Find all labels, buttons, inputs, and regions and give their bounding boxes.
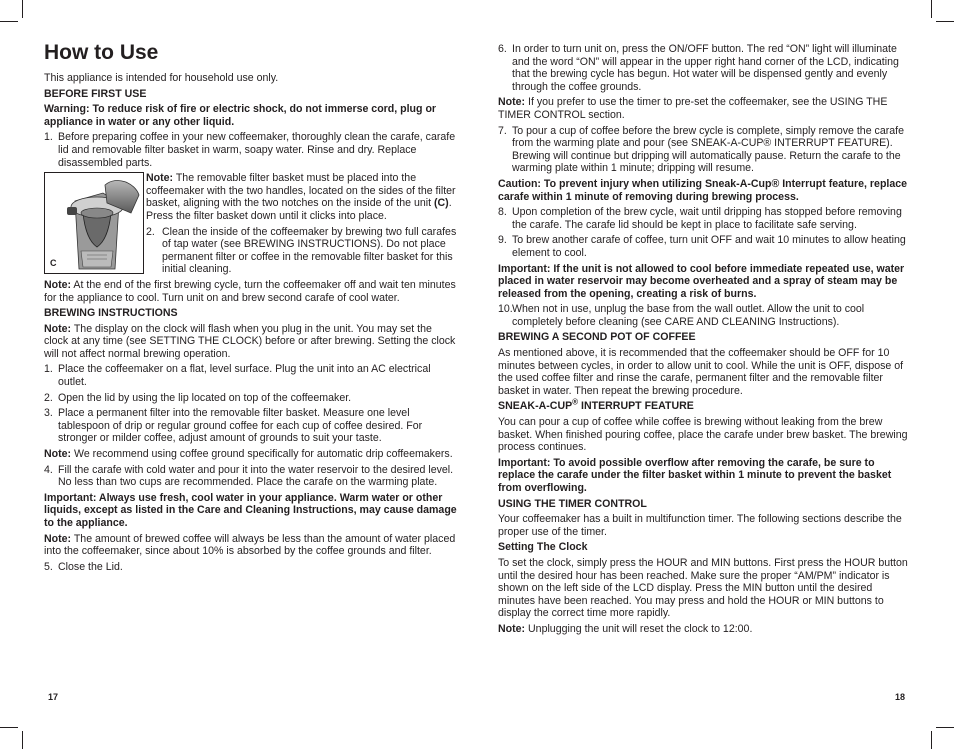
step-number: 8. <box>498 206 507 219</box>
page-number-left: 17 <box>48 692 59 702</box>
note-paragraph <box>146 172 458 222</box>
step-item <box>44 392 458 405</box>
crop-mark <box>0 727 18 728</box>
step-text: Place a permanent filter into the removable filter basket. Measure one level tablespoon of drip or regular ground coffee for each cup of coffee desired. For stronger or milder coffee, adjust amount of grounds to suit your taste. <box>58 407 423 445</box>
sneak-a-cup-text: You can pour a cup of coffee while coffee is brewing without leaking from the brew basket. When finished pouring coffee, place the carafe under brew basket. The brewing process continues. <box>498 416 908 454</box>
second-pot-heading: BREWING A SECOND POT OF COFFEE <box>498 331 696 344</box>
figure-caption: C <box>50 257 57 268</box>
step-text: In order to turn unit on, press the ON/OFF button. The red “ON” light will illuminate and the word “ON” will appear in the upper right hand corner of the LCD, indicating that the brewing cycle has begun. Hot water will be dispensed gently and evenly through the coffee grounds. <box>512 43 899 93</box>
note-paragraph <box>44 279 458 304</box>
right-page <box>498 43 912 639</box>
sneak-heading-part: INTERRUPT FEATURE <box>578 400 694 413</box>
step-number: 9. <box>498 234 507 247</box>
important-text: Important: If the unit is not allowed to cool before immediate repeated use, water placed in water reservoir may become overheated and a spray of steam may be released from the opening, creating a risk of burns. <box>498 262 905 300</box>
before-first-use-heading: BEFORE FIRST USE <box>44 87 147 100</box>
step-text: When not in use, unplug the base from the wall outlet. Allow the unit to cool completely before cleaning (see CARE AND CLEANING Instructions). <box>512 303 865 328</box>
note-paragraph <box>498 96 912 121</box>
note-paragraph <box>44 323 458 361</box>
coffeemaker-figure-icon <box>45 173 143 273</box>
note-text: At the end of the first brewing cycle, turn the coffeemaker off and wait ten minutes for the appliance to cool. Turn unit on and brew second carafe of cool water. <box>44 278 456 304</box>
crop-mark <box>0 21 18 22</box>
left-page <box>44 40 458 576</box>
step-text: Before preparing coffee in your new coffeemaker, thoroughly clean the carafe, carafe lid and removable filter basket in warm, soapy water. Rinse and dry. Replace disassembled parts. <box>58 131 456 169</box>
step-text: Fill the carafe with cold water and pour it into the water reservoir to the desired level. No less than two cups are recommended. Place the carafe on the warming plate. <box>58 463 454 489</box>
sneak-a-cup-heading <box>498 397 912 413</box>
step-number: 3. <box>44 407 53 420</box>
step-number: 1. <box>44 131 53 144</box>
step-item <box>44 131 458 169</box>
step-text: Place the coffeemaker on a flat, level surface. Plug the unit into an AC electrical outlet. <box>58 363 431 389</box>
figure-reference: (C) <box>433 197 449 210</box>
note-text: The display on the clock will flash when you plug in the unit. You may set the clock at any time (see SETTING THE CLOCK) before or after brewing. Setting the clock will not affect normal brewing operation. <box>44 322 456 360</box>
step-item <box>498 303 912 328</box>
note-paragraph <box>498 623 912 636</box>
step-item <box>498 125 912 175</box>
step-number: 7. <box>498 124 507 137</box>
note-label: Note: <box>44 448 72 461</box>
figure-side-text <box>146 172 458 276</box>
crop-mark <box>22 731 23 749</box>
note-label: Note: <box>44 322 72 335</box>
step-item <box>498 206 912 231</box>
important-text: Important: To avoid possible overflow after removing the carafe, be sure to replace the carafe under the filter basket within 1 minute to prevent the basket from overflowing. <box>498 456 892 494</box>
step-item <box>44 561 458 574</box>
note-paragraph <box>44 533 458 558</box>
figure-block <box>44 172 458 276</box>
setting-clock-text: To set the clock, simply press the HOUR and MIN buttons. First press the HOUR button until the desired hour has been reached. Make sure the proper “AM/PM” indicator is shown on the left side of the LCD display. Press the MIN button until the desired minutes have been reached. You may press and hold the HOUR or MIN buttons to display the correct time more rapidly. <box>498 556 908 620</box>
step-number: 2. <box>146 225 155 238</box>
warning-text: Warning: To reduce risk of fire or electric shock, do not immerse cord, plug or appliance in water or any other liquid. <box>44 103 437 128</box>
step-number: 4. <box>44 463 53 476</box>
note-text: The removable filter basket must be placed into the coffeemaker with the two handles, located on the sides of the filter basket, aligning with the two notches on the inside of the unit <box>146 172 456 210</box>
timer-control-heading: USING THE TIMER CONTROL <box>498 497 647 510</box>
note-label: Note: <box>44 532 72 545</box>
page-number-right: 18 <box>895 692 906 702</box>
registered-mark: ® <box>572 397 579 407</box>
crop-mark <box>931 0 932 18</box>
note-label: Note: <box>44 278 72 291</box>
caution-text: Caution: To prevent injury when utilizing Sneak-A-Cup® Interrupt feature, replace carafe within 1 minute of removing during brewing process. <box>498 177 908 203</box>
setting-clock-heading: Setting The Clock <box>498 541 588 554</box>
brewing-instructions-heading: BREWING INSTRUCTIONS <box>44 307 178 320</box>
crop-mark <box>931 731 932 749</box>
filter-basket-illustration <box>44 172 144 274</box>
sneak-heading-part: SNEAK-A-CUP <box>498 400 573 413</box>
step-item <box>44 363 458 388</box>
note-text: The amount of brewed coffee will always be less than the amount of water placed into the coffeemaker, since about 10% is absorbed by the coffee grounds and filter. <box>44 532 456 558</box>
note-text: Unplugging the unit will reset the clock to 12:00. <box>525 622 753 635</box>
step-number: 6. <box>498 43 507 55</box>
step-item <box>498 234 912 259</box>
step-item <box>44 407 458 445</box>
note-text: We recommend using coffee ground specifically for automatic drip coffeemakers. <box>71 448 453 461</box>
step-item <box>498 43 912 93</box>
step-number: 2. <box>44 391 53 404</box>
step-text: To pour a cup of coffee before the brew cycle is complete, simply remove the carafe from the warming plate and pour (see SNEAK-A-CUP® INTERRUPT FEATURE). Brewing will continue but dripping will automatically pause. Return the carafe to the warming plate within 1 minute; dripping will resume. <box>512 124 904 175</box>
step-item <box>44 464 458 489</box>
step-item <box>146 226 458 276</box>
note-text: . Press the filter basket down until it clicks into place. <box>146 197 452 222</box>
step-text: To brew another carafe of coffee, turn unit OFF and wait 10 minutes to allow heating element to cool. <box>512 234 906 259</box>
step-text: Upon completion of the brew cycle, wait until dripping has stopped before removing the carafe. The carafe lid should be kept in place to facilitate safe serving. <box>512 206 902 231</box>
timer-text: Your coffeemaker has a built in multifunction timer. The following sections describe the proper use of the timer. <box>498 513 902 538</box>
step-text: Close the Lid. <box>58 560 123 573</box>
second-pot-text: As mentioned above, it is recommended that the coffeemaker should be OFF for 10 minutes between cycles, in order to allow unit to cool. While the unit is OFF, dispose of the used coffee filter and rinse the carafe, permanent filter and the removable filter basket in water. Then repeat the brewing procedure. <box>498 347 904 397</box>
crop-mark <box>936 21 954 22</box>
note-text: If you prefer to use the timer to pre-set the coffeemaker, see the USING THE TIMER CONTROL section. <box>498 96 888 121</box>
step-number: 5. <box>44 560 53 573</box>
important-text: Important: Always use fresh, cool water in your appliance. Warm water or other liquids, except as listed in the Care and Cleaning Instructions, may cause damage to the appliance. <box>44 491 457 529</box>
note-label: Note: <box>146 172 174 185</box>
note-label: Note: <box>498 622 526 635</box>
step-text: Clean the inside of the coffeemaker by brewing two full carafes of tap water (see BREWING INSTRUCTIONS). Do not place permanent filter or coffee in the removable filter basket for this initial cleaning. <box>162 225 457 276</box>
note-label: Note: <box>498 96 526 109</box>
step-number: 1. <box>44 363 53 376</box>
note-paragraph <box>44 448 458 461</box>
page-title: How to Use <box>44 41 159 64</box>
step-number: 10. <box>498 303 513 316</box>
crop-mark <box>22 0 23 18</box>
intro-text: This appliance is intended for household use only. <box>44 72 279 84</box>
crop-mark <box>936 727 954 728</box>
step-text: Open the lid by using the lip located on top of the coffeemaker. <box>58 391 352 404</box>
